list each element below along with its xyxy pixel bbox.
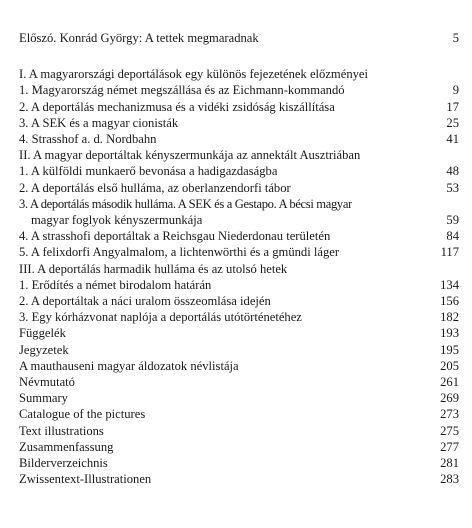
toc-entry-text-illustrations [19, 423, 459, 439]
toc-entry-notes [19, 342, 459, 358]
toc-entry-page: 117 [440, 245, 459, 260]
toc-entry-title: 1. A külföldi munkaerő bevonása a hadigazdaságba [19, 164, 278, 179]
toc-part-heading-2 [19, 147, 459, 163]
toc-entry-title: Előszó. Konrád György: A tettek megmaradnak [19, 31, 259, 45]
toc-entry [19, 244, 459, 260]
toc-entry-title: Függelék [19, 326, 66, 341]
toc-entry-title: Zwissentext-Illustrationen [19, 472, 152, 487]
toc-entry-page: 193 [440, 326, 459, 341]
toc-entry [19, 82, 459, 98]
toc-entry-page: 273 [440, 407, 459, 422]
toc-entry [19, 180, 459, 196]
toc-entry-title: Catalogue of the pictures [19, 407, 146, 422]
toc-entry-page: 59 [446, 213, 459, 228]
toc-entry-page: 25 [446, 115, 459, 130]
toc-entry [19, 131, 459, 147]
toc-entry-title: 2. A deportáltak a náci uralom összeomlása idején [19, 294, 271, 309]
toc-entry-title: II. A magyar deportáltak kényszermunkája az annektált Ausztriában [19, 148, 361, 163]
toc-entry-title: 2. A deportálás mechanizmusa és a vidéki zsidóság kiszállítása [19, 99, 335, 114]
toc-entry-page: 261 [440, 375, 459, 390]
toc-entry-name-index [19, 374, 459, 390]
toc-entry [19, 277, 459, 293]
toc-entry-page: 281 [440, 456, 459, 471]
toc-entry-page: 48 [446, 164, 459, 179]
toc-entry-title: I. A magyarországi deportálások egy különös fejezetének előzményei [19, 67, 368, 82]
toc-entry-title: Zusammenfassung [19, 439, 114, 454]
toc-entry-title: 1. Erődítés a német birodalom határán [19, 277, 212, 292]
toc-entry-zwissentext [19, 471, 459, 487]
toc-entry-title: III. A deportálás harmadik hulláma és az utolsó hetek [19, 261, 288, 276]
toc-entry-page: 84 [446, 229, 459, 244]
toc-entry-title: Text illustrations [19, 423, 104, 438]
toc-entry [19, 309, 459, 325]
toc-entry-appendix [19, 325, 459, 341]
toc-entry [19, 115, 459, 131]
toc-entry-zusammenfassung [19, 439, 459, 455]
toc-entry [19, 196, 459, 212]
toc-entry [19, 228, 459, 244]
toc-entry-page: 41 [446, 132, 459, 147]
toc-entry-page: 182 [440, 310, 459, 325]
toc-entry-title: Jegyzetek [19, 342, 69, 357]
toc-entry-page: 277 [440, 439, 459, 454]
toc-entry-continuation [19, 212, 459, 228]
toc-entry-victims-list [19, 358, 459, 374]
toc-entry [19, 163, 459, 179]
toc-entry-title: 3. A SEK és a magyar cionisták [19, 115, 179, 130]
toc-entry-title: Summary [19, 391, 68, 406]
toc-entry-title: 2. A deportálás első hulláma, az oberlanzendorfi tábor [19, 180, 291, 195]
toc-entry [19, 293, 459, 309]
toc-entry-page: 283 [440, 472, 459, 487]
toc-entry-title: 5. A felixdorfi Angyalmalom, a lichtenwörthi és a gmündi láger [19, 245, 340, 260]
toc-entry-page: 275 [440, 423, 459, 438]
toc-entry-bilderverzeichnis [19, 455, 459, 471]
table-of-contents [19, 30, 459, 487]
toc-entry-title: Bilderverzeichnis [19, 456, 108, 471]
toc-entry-page: 5 [452, 31, 459, 45]
toc-entry-title: 3. Egy kórházvonat naplója a deportálás utótörténetéhez [19, 310, 302, 325]
toc-entry-page: 269 [440, 391, 459, 406]
toc-entry-title: magyar foglyok kényszermunkája [31, 213, 203, 228]
toc-part-heading-3 [19, 261, 459, 277]
toc-entry-page: 17 [446, 99, 459, 114]
toc-entry-title: 4. Strasshof a. d. Nordbahn [19, 132, 157, 147]
toc-part-heading-1 [19, 66, 459, 82]
toc-entry-title: Névmutató [19, 375, 75, 390]
toc-entry-picture-catalogue [19, 406, 459, 422]
toc-entry-page: 9 [452, 83, 459, 98]
toc-entry-summary [19, 390, 459, 406]
toc-entry [19, 99, 459, 115]
toc-entry-page: 205 [440, 358, 459, 373]
toc-entry-preface [19, 30, 459, 46]
toc-entry-title: 1. Magyarország német megszállása és az Eichmann-kommandó [19, 83, 345, 98]
toc-entry-page: 53 [446, 180, 459, 195]
toc-entry-title: 3. A deportálás második hulláma. A SEK és a Gestapo. A bécsi magyar [19, 196, 352, 211]
toc-entry-page: 195 [440, 342, 459, 357]
toc-entry-title: 4. A strasshofi deportáltak a Reichsgau Niederdonau területén [19, 229, 331, 244]
toc-entry-title: A mauthauseni magyar áldozatok névlistája [19, 358, 239, 373]
toc-entry-page: 156 [440, 294, 459, 309]
toc-entry-page: 134 [440, 277, 459, 292]
